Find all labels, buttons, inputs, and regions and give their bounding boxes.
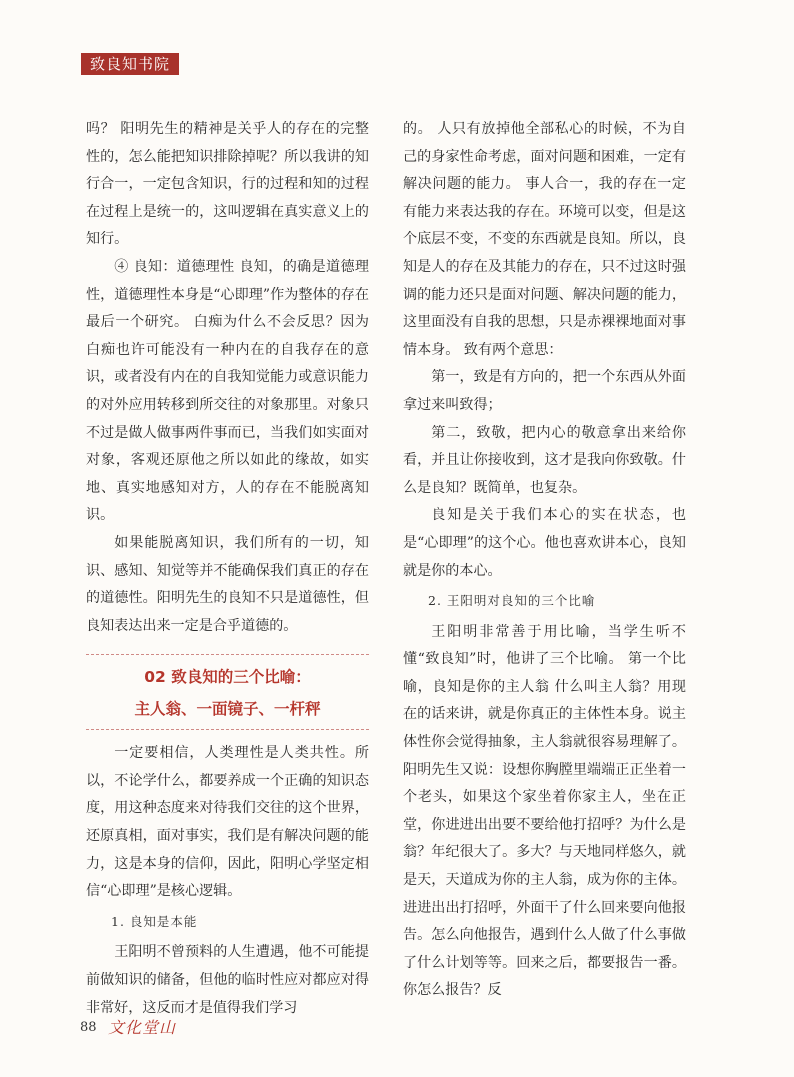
paragraph: 良知是关于我们本心的实在状态，也是“心即理”的这个心。他也喜欢讲本心，良知就是你的本心。 xyxy=(403,507,686,579)
paragraph: 如果能脱离知识，我们所有的一切，知识、感知、知觉等并不能确保我们真正的存在的道德性。阳明先生的良知不只是道德性，但良知表达出来一定是合乎道德的。 xyxy=(86,534,369,634)
paragraph: 的。 人只有放掉他全部私心的时候，不为自己的身家性命考虑，面对问题和困难，一定有解决问题的能力。 事人合一，我的存在一定有能力来表达我的存在。环境可以变，但是这个底层不变，不变的东西就是良知。所以，良知是人的存在及其能力的存在，只不过这时强调的能力还只是面对问题、解决问题的能力，这里面没有自我的思想，只是赤裸裸地面对事情本身。 致有两个意思： xyxy=(403,121,686,358)
subheading: 1. 良知是本能 xyxy=(111,913,198,929)
right-column xyxy=(403,116,686,1005)
paragraph: 第一，致是有方向的，把一个东西从外面拿过来叫致得； xyxy=(403,369,686,413)
paragraph: ④ 良知：道德理性 良知，的确是道德理性，道德理性本身是“心即理”作为整体的存在最后一个研究。 白痴为什么不会反思？因为白痴也许可能没有一种内在的自我存在的意识，或者没有内在的自我知觉能力或意识能力的对外应用转移到所交往的对象那里。对象只不过是做人做事两件事而已，当我们如实面对对象，客观还原他之所以如此的缘故，如实地、真实地感知对方，人的存在不能脱离知识。 xyxy=(86,258,369,524)
paragraph: 王阳明非常善于用比喻，当学生听不懂“致良知”时，他讲了三个比喻。 第一个比喻，良知是你的主人翁 什么叫主人翁？用现在的话来讲，就是你真正的主体性本身。说主体性你会觉得抽象，主人翁就很容易理解了。 阳明先生又说：设想你胸膛里端端正正坐着一个老头，如果这个家坐着你家主人，坐在正堂，你进进出出要不要给他打招呼？为什么是翁？年纪很大了。多大？与天地同样悠久，就是天，天道成为你的主人翁，成为你的主体。 进进出出打招呼，外面干了什么回来要向他报告。怎么向他报告，遇到什么人做了什么事做了什么计划等等。回来之后，都要报告一番。你怎么报告？反 xyxy=(403,623,686,999)
section-heading-line1: 02 致良知的三个比喻： xyxy=(144,668,311,687)
paragraph: 第二，致敬，把内心的敬意拿出来给你看，并且让你接收到，这才是我向你致敬。什么是良知？既简单，也复杂。 xyxy=(403,424,686,496)
section-tag: 致良知书院 xyxy=(81,53,179,75)
paragraph: 吗？ 阳明先生的精神是关乎人的存在的完整性的，怎么能把知识排除掉呢？所以我讲的知行合一，一定包含知识，行的过程和知的过程在过程上是统一的，这叫逻辑在真实意义上的知行。 xyxy=(86,121,369,248)
page-number: 88 xyxy=(80,1020,97,1035)
section-heading-callout xyxy=(86,654,369,730)
paragraph: 一定要相信，人类理性是人类共性。所以，不论学什么，都要养成一个正确的知识态度，用这种态度来对待我们交往的这个世界，还原真相，面对事实，我们是有解决问题的能力，这是本身的信仰，因此，阳明心学坚定相信“心即理”是核心逻辑。 xyxy=(86,745,369,900)
paragraph: 王阳明不曾预料的人生遭遇，他不可能提前做知识的储备，但他的临时性应对都应对得非常好，这反而才是值得我们学习 xyxy=(86,944,369,1016)
section-heading-line2: 主人翁、一面镜子、一杆秤 xyxy=(134,700,321,719)
left-column xyxy=(86,116,369,1022)
magazine-logo: 文化堂山 xyxy=(108,1018,177,1037)
subheading: 2. 王阳明对良知的三个比喻 xyxy=(428,593,596,609)
